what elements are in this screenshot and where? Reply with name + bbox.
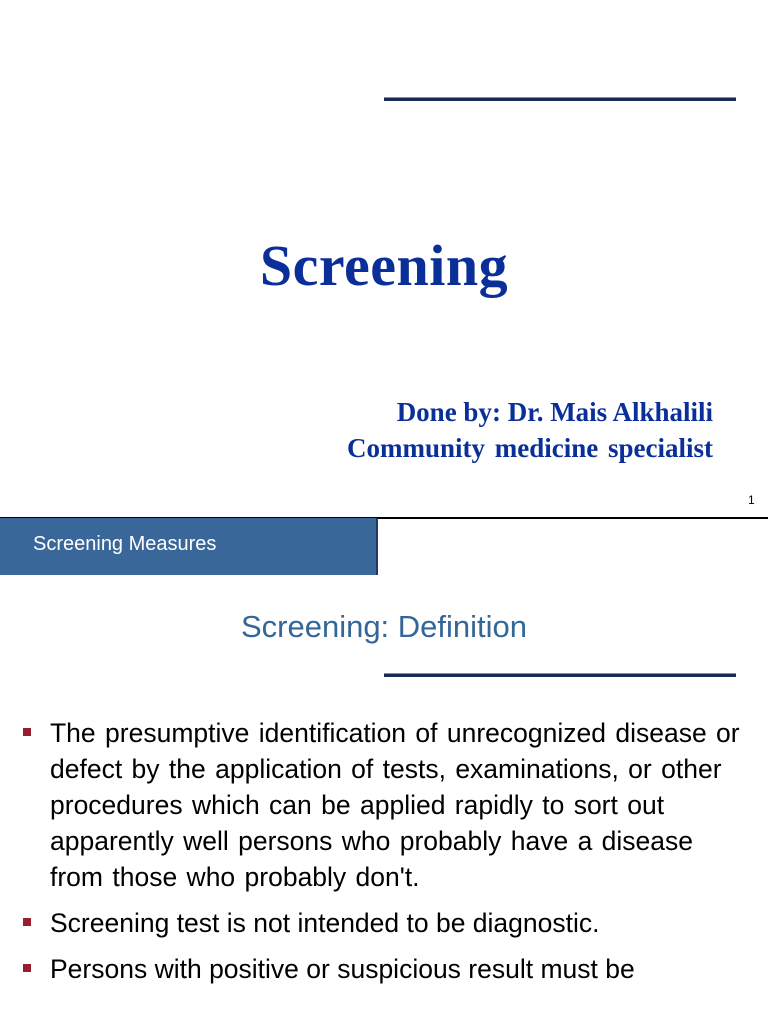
definition-heading: Screening: Definition [240, 609, 528, 644]
definition-bullet-list [22, 715, 742, 997]
author-role-line: Community medicine specialist [347, 433, 713, 463]
heading-decorative-rule [384, 673, 736, 677]
author-line: Done by: Dr. Mais Alkhalili [396, 397, 713, 427]
bullet-text: The presumptive identification of unrecognized disease or defect by the application of tests, examinations, or other procedures which can be applied rapidly to sort out apparently well persons who probably have a disease from those who probably don't. [50, 718, 740, 892]
slide-title: Screening [259, 233, 509, 298]
bullet-item [22, 715, 742, 895]
bullet-item [22, 951, 742, 987]
top-decorative-rule [384, 97, 736, 101]
square-bullet-icon [23, 964, 31, 972]
square-bullet-icon [23, 728, 31, 736]
bullet-text: Persons with positive or suspicious result must be [50, 954, 635, 984]
page-number: 1 [748, 493, 755, 507]
header-top-line [378, 518, 768, 519]
section-header-label: Screening Measures [33, 533, 217, 555]
square-bullet-icon [23, 918, 31, 926]
bullet-text: Screening test is not intended to be diagnostic. [50, 908, 600, 938]
bullet-item [22, 905, 742, 941]
section-header-band [0, 518, 378, 575]
